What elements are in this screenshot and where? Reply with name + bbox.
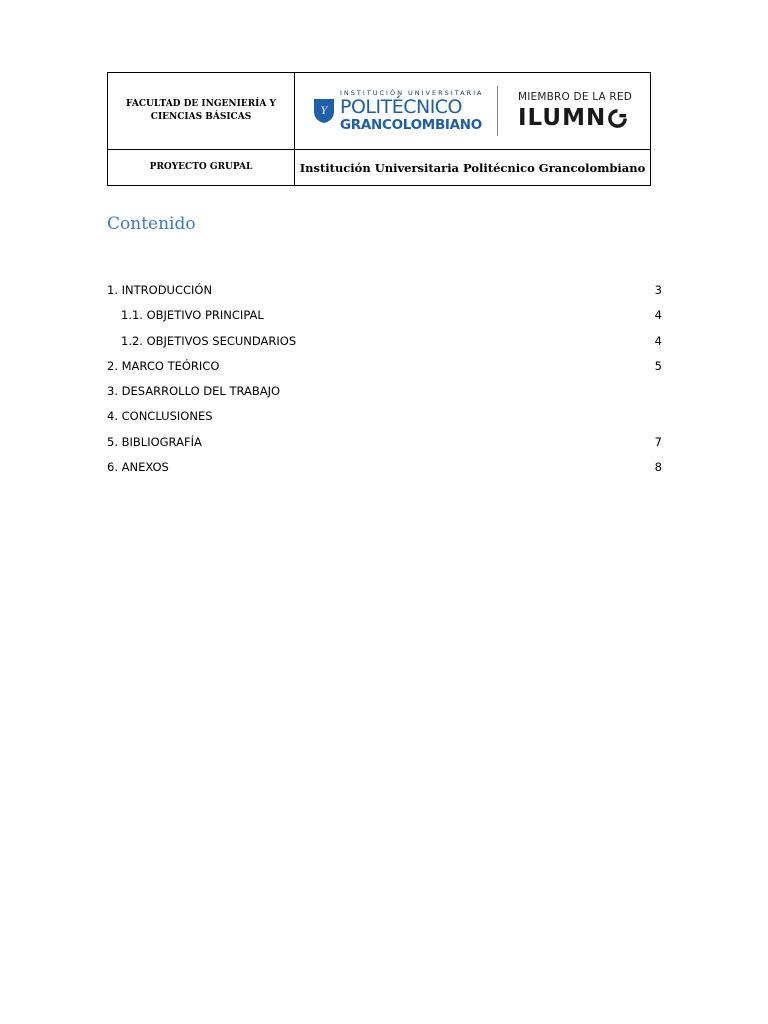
toc-entry-page: 4 <box>654 308 662 323</box>
toc-entry-page: 5 <box>654 358 662 373</box>
ilumno-logo <box>518 90 632 132</box>
ilumno-o-icon <box>607 108 628 129</box>
toc-entry[interactable] <box>107 408 662 433</box>
logos-cell <box>295 73 651 150</box>
toc-entry[interactable] <box>107 358 662 383</box>
toc-list <box>107 282 662 484</box>
logo-politecnico-text: POLITÉCNICO <box>340 96 463 118</box>
institucion-cell: Institución Universitaria Politécnico Grancolombiano <box>295 150 651 186</box>
proyecto-cell: PROYECTO GRUPAL <box>108 150 295 186</box>
toc-entry-page: 3 <box>654 283 662 297</box>
toc-entry-label: 1.2. OBJETIVOS SECUNDARIOS <box>121 333 297 348</box>
toc-title: Contenido <box>107 214 196 234</box>
toc-entry[interactable] <box>107 282 662 307</box>
toc-entry-label: 2. MARCO TEÓRICO <box>107 358 220 373</box>
toc-entry-label: 5. BIBLIOGRAFÍA <box>107 434 202 449</box>
miembro-text: MIEMBRO DE LA RED <box>518 91 633 103</box>
toc-entry[interactable] <box>107 307 662 332</box>
ilumno-text: ILUMN <box>518 105 607 131</box>
toc-entry[interactable] <box>107 434 662 459</box>
toc-entry-label: 1.1. OBJETIVO PRINCIPAL <box>121 308 264 323</box>
faculty-line-2: CIENCIAS BÁSICAS <box>150 112 252 122</box>
toc-entry-page: 4 <box>654 333 662 348</box>
logo-divider <box>497 86 498 136</box>
shield-icon <box>313 98 335 124</box>
svg-text:Y: Y <box>320 106 328 117</box>
toc-entry[interactable] <box>107 459 662 484</box>
politecnico-logo <box>295 89 493 133</box>
faculty-cell <box>108 73 295 150</box>
toc-entry[interactable] <box>107 333 662 358</box>
toc-entry-label: 1. INTRODUCCIÓN <box>107 283 213 297</box>
toc-entry[interactable] <box>107 383 662 408</box>
toc-entry-label: 3. DESARROLLO DEL TRABAJO <box>107 384 281 399</box>
logo-grancolombiano-text: GRANCOLOMBIANO <box>340 117 482 133</box>
header-table <box>107 72 651 186</box>
toc-entry-label: 4. CONCLUSIONES <box>107 409 213 424</box>
logo-institucion-text: INSTITUCIÓN UNIVERSITARIA <box>340 89 484 97</box>
faculty-line-1: FACULTAD DE INGENIERÍA Y <box>126 99 276 109</box>
toc-entry-page: 7 <box>654 434 662 449</box>
toc-entry-label: 6. ANEXOS <box>107 460 169 475</box>
toc-entry-page: 8 <box>654 460 662 475</box>
